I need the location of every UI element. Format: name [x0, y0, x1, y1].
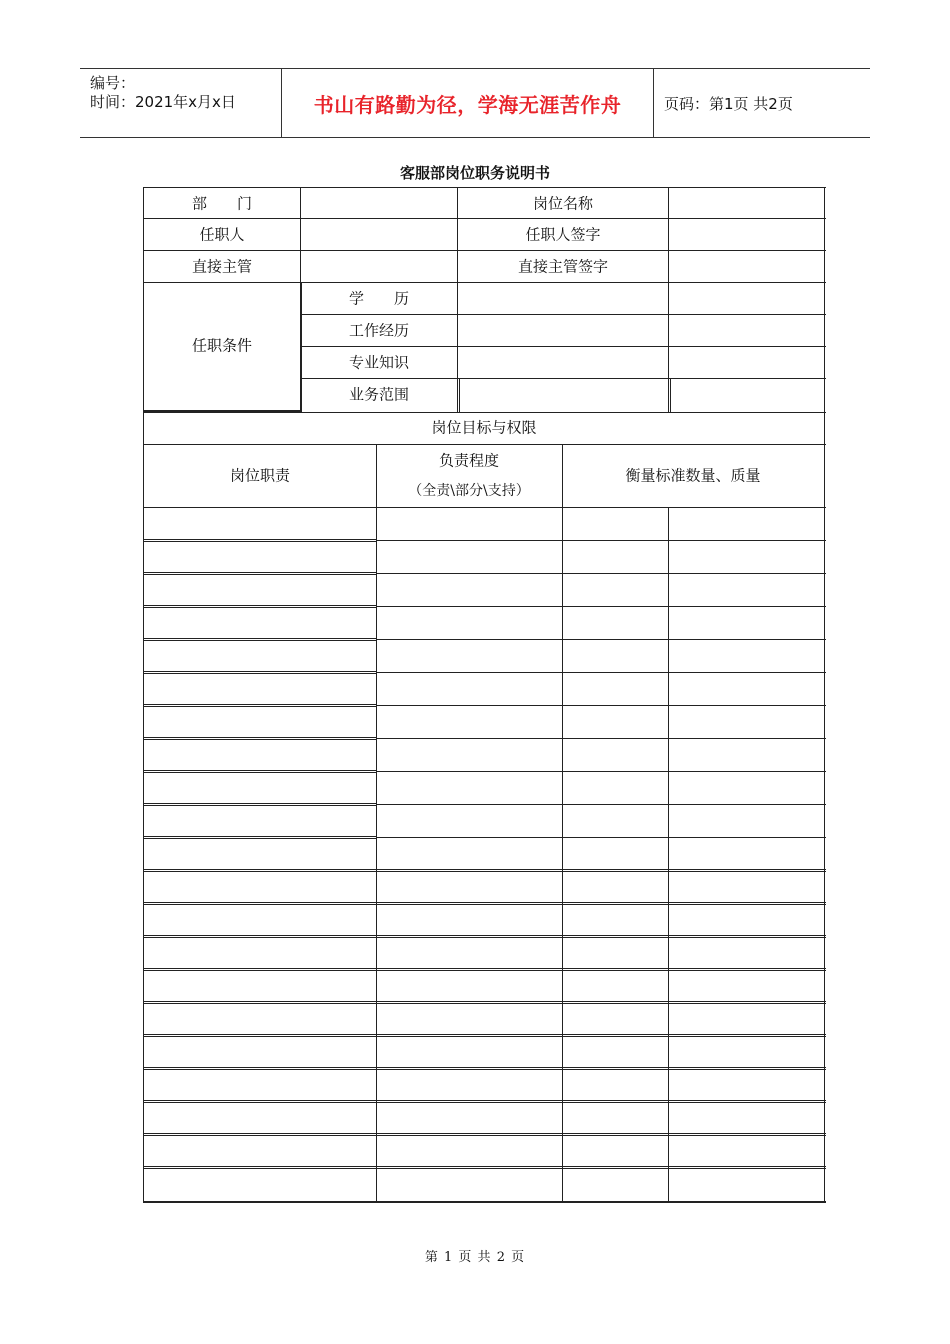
grid-line-h — [143, 1166, 826, 1167]
grid-line-h — [143, 739, 377, 740]
grid-line-h — [143, 1003, 826, 1004]
grid-line-h — [143, 1168, 826, 1169]
grid-line-h — [376, 738, 826, 739]
header-meta — [80, 69, 282, 137]
header-motto-cell — [282, 69, 654, 137]
grid-line-h — [143, 836, 377, 837]
grid-line-h — [376, 837, 826, 838]
grid-line-v — [300, 187, 301, 283]
grid-line-h — [143, 574, 377, 575]
grid-line-h — [143, 772, 377, 773]
grid-line-h — [143, 871, 826, 872]
grid-line-h — [376, 540, 826, 541]
grid-line-h — [143, 902, 826, 903]
grid-line-h — [143, 572, 377, 573]
grid-line-h — [143, 638, 377, 639]
grid-line-h — [143, 1100, 826, 1101]
grid-line-h — [143, 507, 826, 508]
grid-line-h — [143, 673, 377, 674]
grid-line-h — [300, 314, 826, 315]
grid-line-h — [143, 187, 826, 188]
grid-line-h — [143, 539, 377, 540]
grid-line-h — [143, 770, 377, 771]
knowledge-label: 专业知识 — [348, 353, 410, 372]
supervisor-label: 直接主管 — [191, 257, 253, 276]
grid-line-h — [143, 1067, 826, 1068]
page-footer — [0, 1246, 950, 1265]
grid-line-h — [143, 935, 826, 936]
grid-line-h — [143, 869, 826, 870]
grid-line-h — [143, 970, 826, 971]
grid-line-v — [668, 507, 669, 1202]
header-date: 时间：2021年x月x日 — [90, 93, 236, 111]
grid-line-v — [668, 187, 669, 413]
responsibility-label: 负责程度 — [438, 451, 500, 470]
grid-line-h — [143, 737, 377, 738]
grid-line-h — [143, 803, 377, 804]
grid-line-h — [143, 937, 826, 938]
grid-line-h — [376, 573, 826, 574]
grid-line-h — [143, 805, 377, 806]
grid-line-h — [143, 1034, 826, 1035]
grid-line-h — [300, 378, 826, 379]
duties-label: 岗位职责 — [229, 466, 291, 485]
dept-label: 部 门 — [191, 194, 253, 213]
grid-line-h — [143, 706, 377, 707]
grid-line-h — [376, 639, 826, 640]
grid-line-h — [376, 804, 826, 805]
grid-line-h — [376, 771, 826, 772]
grid-line-v — [562, 444, 563, 1202]
page-header — [80, 68, 870, 138]
employee-sign-label: 任职人签字 — [525, 225, 601, 244]
grid-line-h — [143, 605, 377, 606]
grid-line-h — [143, 1001, 826, 1002]
supervisor-sign-label: 直接主管签字 — [517, 257, 609, 276]
grid-line-h — [143, 968, 826, 969]
grid-line-h — [143, 704, 377, 705]
grid-line-h — [143, 218, 826, 219]
grid-line-h — [143, 541, 377, 542]
grid-line-h — [143, 412, 826, 413]
grid-line-h — [143, 282, 826, 283]
grid-line-h — [376, 705, 826, 706]
grid-line-h — [143, 1036, 826, 1037]
grid-line-v — [143, 187, 144, 1202]
grid-line-h — [143, 1135, 826, 1136]
job-description-form — [143, 187, 825, 1203]
grid-line-h — [376, 606, 826, 607]
grid-line-v — [459, 378, 460, 413]
responsibility-options: （全责\部分\支持） — [408, 483, 530, 499]
footer-page-number: 第 1 页 共 2 页 — [424, 1250, 526, 1265]
goals-label: 岗位目标与权限 — [431, 418, 537, 437]
grid-line-h — [143, 838, 377, 839]
grid-line-h — [143, 1201, 826, 1203]
grid-line-h — [376, 672, 826, 673]
grid-line-v — [670, 378, 671, 413]
grid-line-h — [143, 1069, 826, 1070]
measure-label: 衡量标准数量、质量 — [625, 466, 761, 485]
grid-line-h — [143, 1133, 826, 1134]
grid-line-h — [143, 250, 826, 251]
employee-label: 任职人 — [199, 225, 245, 244]
education-label: 学 历 — [348, 289, 410, 308]
header-number-label: 编号： — [90, 74, 136, 92]
grid-line-v — [824, 187, 825, 1202]
experience-label: 工作经历 — [348, 321, 410, 340]
grid-line-h — [143, 671, 377, 672]
grid-line-h — [143, 640, 377, 641]
grid-line-h — [143, 607, 377, 608]
grid-line-h — [143, 904, 826, 905]
header-page-info: 页码：第1页 共2页 — [664, 94, 793, 113]
scope-label: 业务范围 — [348, 385, 410, 404]
grid-line-h — [143, 444, 826, 445]
grid-line-v — [300, 282, 302, 413]
grid-line-v — [376, 444, 377, 1202]
document-title: 客服部岗位职务说明书 — [399, 164, 550, 182]
grid-line-v — [457, 187, 458, 413]
requirements-label: 任职条件 — [191, 336, 253, 355]
grid-line-h — [143, 1102, 826, 1103]
grid-line-h — [300, 346, 826, 347]
position-name-label: 岗位名称 — [532, 194, 594, 213]
header-motto: 书山有路勤为径，学海无涯苦作舟 — [313, 92, 622, 117]
